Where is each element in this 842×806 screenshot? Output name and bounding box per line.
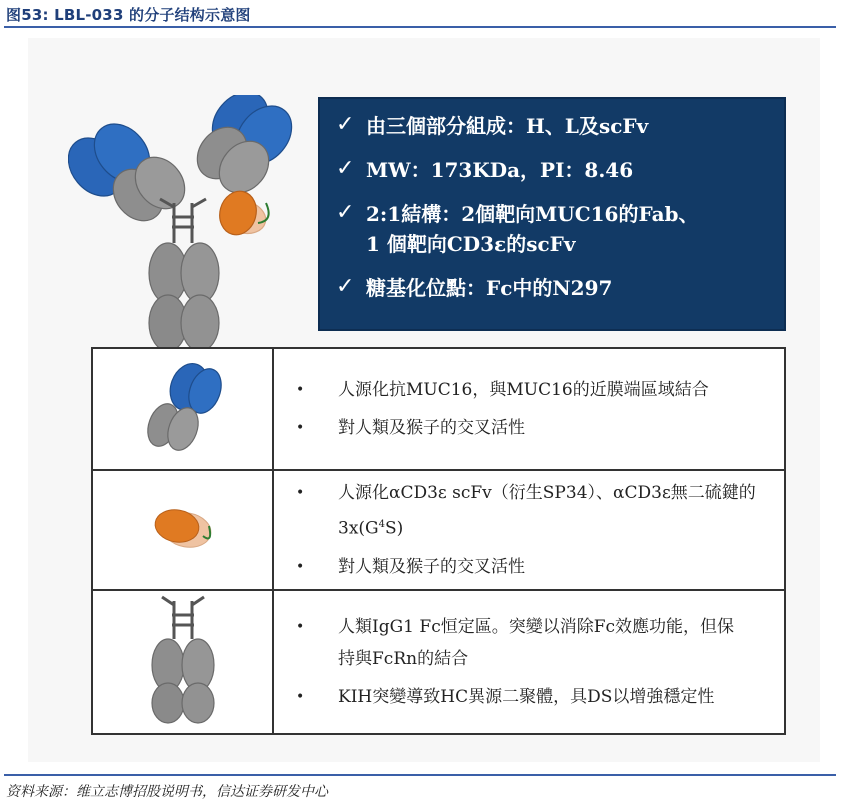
bullet-text: 對人類及猴子的交叉活性 xyxy=(338,418,525,438)
summary-item xyxy=(336,155,768,185)
bullet-text-line2: 持與FcRn的結合 xyxy=(338,649,469,669)
lbl-033-antibody-icon xyxy=(68,95,308,355)
table-row xyxy=(92,470,785,590)
bullet-text xyxy=(338,611,734,675)
bullet-item xyxy=(290,477,766,545)
summary-text xyxy=(366,199,699,259)
bullet-item xyxy=(290,412,766,444)
bullet-icon: • xyxy=(296,382,305,398)
table-row xyxy=(92,348,785,470)
bullet-icon: • xyxy=(296,485,305,502)
summary-box xyxy=(318,97,786,331)
bullet-item xyxy=(290,374,766,406)
summary-text-line1: 2:1結構：2個靶向MUC16的Fab、 xyxy=(366,202,699,226)
figure-title: 图53: LBL-033 的分子结构示意图 xyxy=(6,6,251,24)
bullet-text xyxy=(338,477,756,545)
bullet-item xyxy=(290,681,766,713)
bullet-text-line1: 人類IgG1 Fc恒定區。突變以消除Fc效應功能，但保 xyxy=(338,617,735,637)
fc-icon-cell xyxy=(92,590,273,734)
bullet-icon: • xyxy=(296,558,305,575)
check-icon: ✓ xyxy=(336,112,355,137)
figure-source: 资料来源：维立志博招股说明书，信达证券研发中心 xyxy=(6,784,328,800)
title-rule xyxy=(4,26,836,28)
scfv-text-cell xyxy=(273,470,785,590)
check-icon: ✓ xyxy=(336,274,355,299)
bullet-icon: • xyxy=(296,619,305,635)
bullet-item xyxy=(290,551,766,583)
summary-item xyxy=(336,273,768,303)
bullet-text-sup: 4 xyxy=(378,519,385,531)
bullet-text: KIH突變導致HC異源二聚體，具DS以增強穩定性 xyxy=(338,687,715,707)
summary-item xyxy=(336,199,768,259)
fc-domain-icon xyxy=(148,595,218,725)
bullet-icon: • xyxy=(296,420,305,436)
fab-text-cell xyxy=(273,348,785,470)
summary-text: 由三個部分組成：H、L及scFv xyxy=(366,114,649,138)
check-icon: ✓ xyxy=(336,156,355,181)
bullet-text: 對人類及猴子的交叉活性 xyxy=(338,556,525,577)
bullet-text-line1: 人源化αCD3ε scFv（衍生SP34）、αCD3ε無二硫鍵的 xyxy=(338,483,756,504)
source-rule xyxy=(4,774,836,776)
scfv-domain-icon xyxy=(143,500,223,556)
summary-item xyxy=(336,111,768,141)
fab-icon-cell xyxy=(92,348,273,470)
bullet-text: 人源化抗MUC16，與MUC16的近膜端區域結合 xyxy=(338,380,709,400)
bullet-item xyxy=(290,611,766,675)
scfv-icon-cell xyxy=(92,470,273,590)
fc-ch3-right xyxy=(181,295,219,351)
summary-text-line2: 1 個靶向CD3ε的scFv xyxy=(366,232,576,256)
bullet-text-line2a: 3x(G xyxy=(338,518,379,539)
bullet-text-line2c: S) xyxy=(385,518,404,539)
fc-ch2-right xyxy=(181,243,219,303)
table-row xyxy=(92,590,785,734)
fab-domain-icon xyxy=(143,361,223,453)
check-icon: ✓ xyxy=(336,200,355,225)
bullet-icon: • xyxy=(296,689,305,705)
summary-text: MW：173KDa，PI：8.46 xyxy=(366,158,634,182)
fc-text-cell xyxy=(273,590,785,734)
summary-text: 糖基化位點：Fc中的N297 xyxy=(366,276,613,300)
domain-feature-table xyxy=(91,347,786,735)
